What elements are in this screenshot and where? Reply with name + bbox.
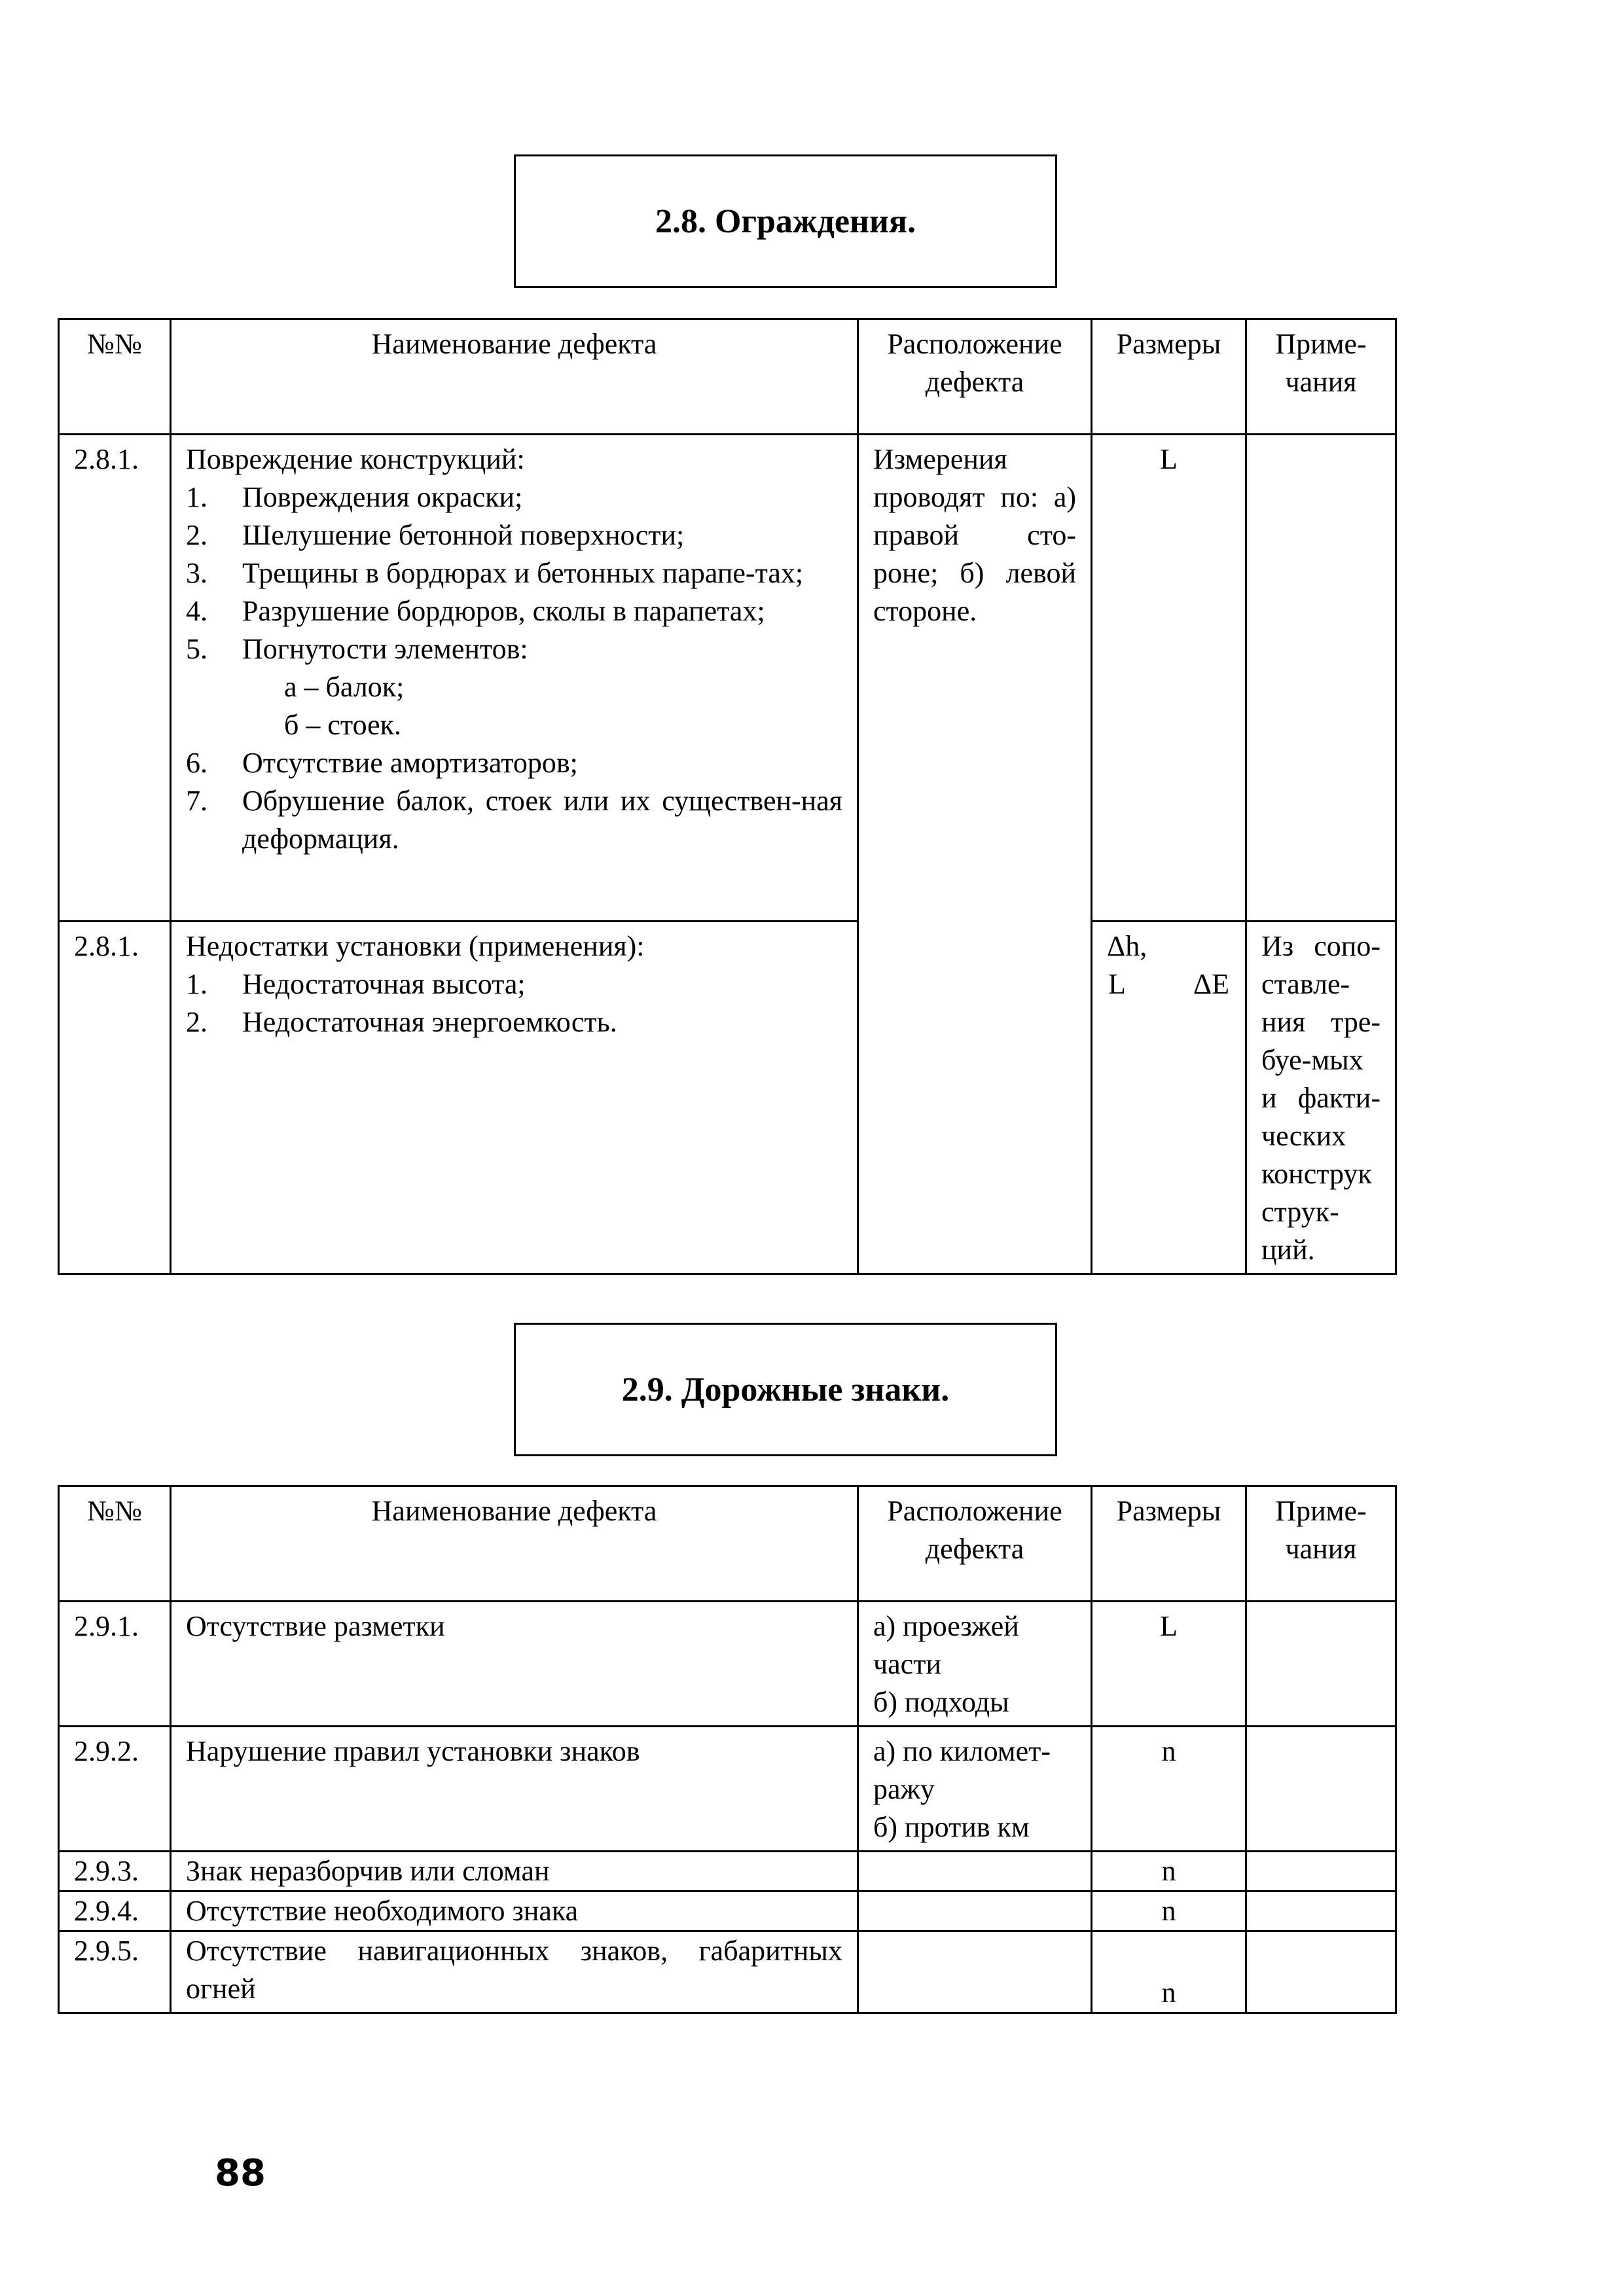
list-item-text: Повреждения окраски; <box>242 481 523 513</box>
table-row <box>59 1852 1396 1892</box>
table-header-row <box>59 319 1396 435</box>
row-number: 2.9.5. <box>59 1931 171 2013</box>
header-location-line-1: Расположение <box>887 1495 1062 1527</box>
list-item-text: Трещины в бордюрах и бетонных парапе-тах; <box>242 557 804 589</box>
list-item-text: Недостаточная энергоемкость. <box>242 1006 617 1038</box>
notes-cell <box>1246 1852 1396 1892</box>
list-item <box>186 592 842 630</box>
header-location-line-2: дефекта <box>925 1533 1024 1565</box>
header-num: №№ <box>59 319 171 435</box>
list-item-number: 2. <box>186 519 208 551</box>
list-item-text: Погнутости элементов: <box>242 633 528 665</box>
table-row <box>59 1602 1396 1727</box>
header-location <box>858 319 1092 435</box>
size-cell <box>1092 922 1246 1274</box>
section-title-2-9 <box>514 1323 1057 1456</box>
row-number: 2.9.2. <box>59 1727 171 1852</box>
size-cell: n <box>1092 1931 1246 2013</box>
section-title-text: 2.8. Ограждения. <box>655 202 916 240</box>
defect-name-cell: Нарушение правил установки знаков <box>171 1727 858 1852</box>
defects-table-2-8 <box>58 318 1397 1275</box>
table-row <box>59 1727 1396 1852</box>
location-cell <box>858 1852 1092 1892</box>
list-item <box>186 965 842 1003</box>
row-number: 2.9.1. <box>59 1602 171 1727</box>
list-item <box>186 554 842 592</box>
location-line: а) проезжей части <box>873 1610 1019 1680</box>
list-item-text: Разрушение бордюров, сколы в парапетах; <box>242 595 765 627</box>
list-item-text: Шелушение бетонной поверхности; <box>242 519 685 551</box>
size-cell: n <box>1092 1727 1246 1852</box>
list-item-number: 3. <box>186 557 208 589</box>
defect-name-cell: Отсутствие необходимого знака <box>171 1892 858 1931</box>
notes-cell <box>1246 1727 1396 1852</box>
defect-name-cell: Отсутствие навигационных знаков, габаритных огней <box>171 1931 858 2013</box>
list-item-number: 6. <box>186 747 208 779</box>
table-row <box>59 1931 1396 2013</box>
notes-cell <box>1246 1931 1396 2013</box>
size-value: ΔE <box>1193 968 1229 1000</box>
list-item-number: 4. <box>186 595 208 627</box>
header-defect-name: Наименование дефекта <box>171 319 858 435</box>
defect-name-cell <box>171 922 858 1274</box>
size-cell: L <box>1092 435 1246 922</box>
defect-name-cell <box>171 435 858 922</box>
notes-cell: Из сопо-ставле-ния тре-буе-мых и факти-ческих конструк струк-ций. <box>1246 922 1396 1274</box>
location-line: б) подходы <box>873 1686 1009 1718</box>
table-row <box>59 922 1396 1274</box>
list-item-number: 1. <box>186 968 208 1000</box>
location-line: б) против км <box>873 1811 1030 1843</box>
list-item <box>186 744 842 782</box>
size-value: L <box>1108 968 1126 1000</box>
header-size: Размеры <box>1092 1486 1246 1602</box>
size-cell: L <box>1092 1602 1246 1727</box>
row-number: 2.8.1. <box>59 435 171 922</box>
location-line: а) по километ-ражу <box>873 1735 1051 1805</box>
list-item-number: 5. <box>186 633 208 665</box>
table-header-row <box>59 1486 1396 1602</box>
location-cell: Измерения проводят по: а) правой сто-роне; б) левой стороне. <box>858 435 1092 1274</box>
header-location-line-1: Расположение <box>887 328 1062 360</box>
size-line: Δh, <box>1107 930 1147 962</box>
section-title-text: 2.9. Дорожные знаки. <box>621 1371 950 1408</box>
defect-group-title: Недостатки установки (применения): <box>186 930 645 962</box>
sub-item: б – стоек. <box>284 709 402 741</box>
header-defect-name: Наименование дефекта <box>171 1486 858 1602</box>
header-notes-line-1: Приме- <box>1275 1495 1367 1527</box>
header-size: Размеры <box>1092 319 1246 435</box>
table-row <box>59 435 1396 922</box>
header-notes-line-2: чания <box>1285 1533 1357 1565</box>
defect-list <box>186 965 842 1041</box>
header-notes-line-1: Приме- <box>1275 328 1367 360</box>
header-notes <box>1246 319 1396 435</box>
header-location-line-2: дефекта <box>925 366 1024 398</box>
defect-name-cell: Отсутствие разметки <box>171 1602 858 1727</box>
list-item-number: 2. <box>186 1006 208 1038</box>
section-title-2-8 <box>514 154 1057 288</box>
table-row <box>59 1892 1396 1931</box>
list-item-number: 7. <box>186 785 208 817</box>
list-item-text: Недостаточная высота; <box>242 968 526 1000</box>
row-number: 2.8.1. <box>59 922 171 1274</box>
location-cell <box>858 1727 1092 1852</box>
list-item <box>186 782 842 858</box>
notes-cell <box>1246 435 1396 922</box>
location-cell <box>858 1602 1092 1727</box>
defect-group-title: Повреждение конструкций: <box>186 443 525 475</box>
header-location <box>858 1486 1092 1602</box>
size-line <box>1107 965 1231 1003</box>
list-item-text: Отсутствие амортизаторов; <box>242 747 578 779</box>
header-notes <box>1246 1486 1396 1602</box>
list-item <box>186 516 842 554</box>
list-item-number: 1. <box>186 481 208 513</box>
size-cell: n <box>1092 1852 1246 1892</box>
list-item <box>186 478 842 516</box>
location-cell <box>858 1892 1092 1931</box>
location-cell <box>858 1931 1092 2013</box>
defects-table-2-9 <box>58 1485 1397 2014</box>
row-number: 2.9.4. <box>59 1892 171 1931</box>
notes-cell <box>1246 1892 1396 1931</box>
defect-list <box>186 478 842 668</box>
sub-item: а – балок; <box>284 671 405 703</box>
notes-cell <box>1246 1602 1396 1727</box>
defect-name-cell: Знак неразборчив или сломан <box>171 1852 858 1892</box>
header-notes-line-2: чания <box>1285 366 1357 398</box>
list-item-text: Обрушение балок, стоек или их существен-ная деформация. <box>242 785 842 855</box>
list-item <box>186 1003 842 1041</box>
header-num: №№ <box>59 1486 171 1602</box>
row-number: 2.9.3. <box>59 1852 171 1892</box>
page-number: 88 <box>215 2152 266 2195</box>
defect-list <box>186 744 842 858</box>
size-cell: n <box>1092 1892 1246 1931</box>
list-item <box>186 630 842 668</box>
